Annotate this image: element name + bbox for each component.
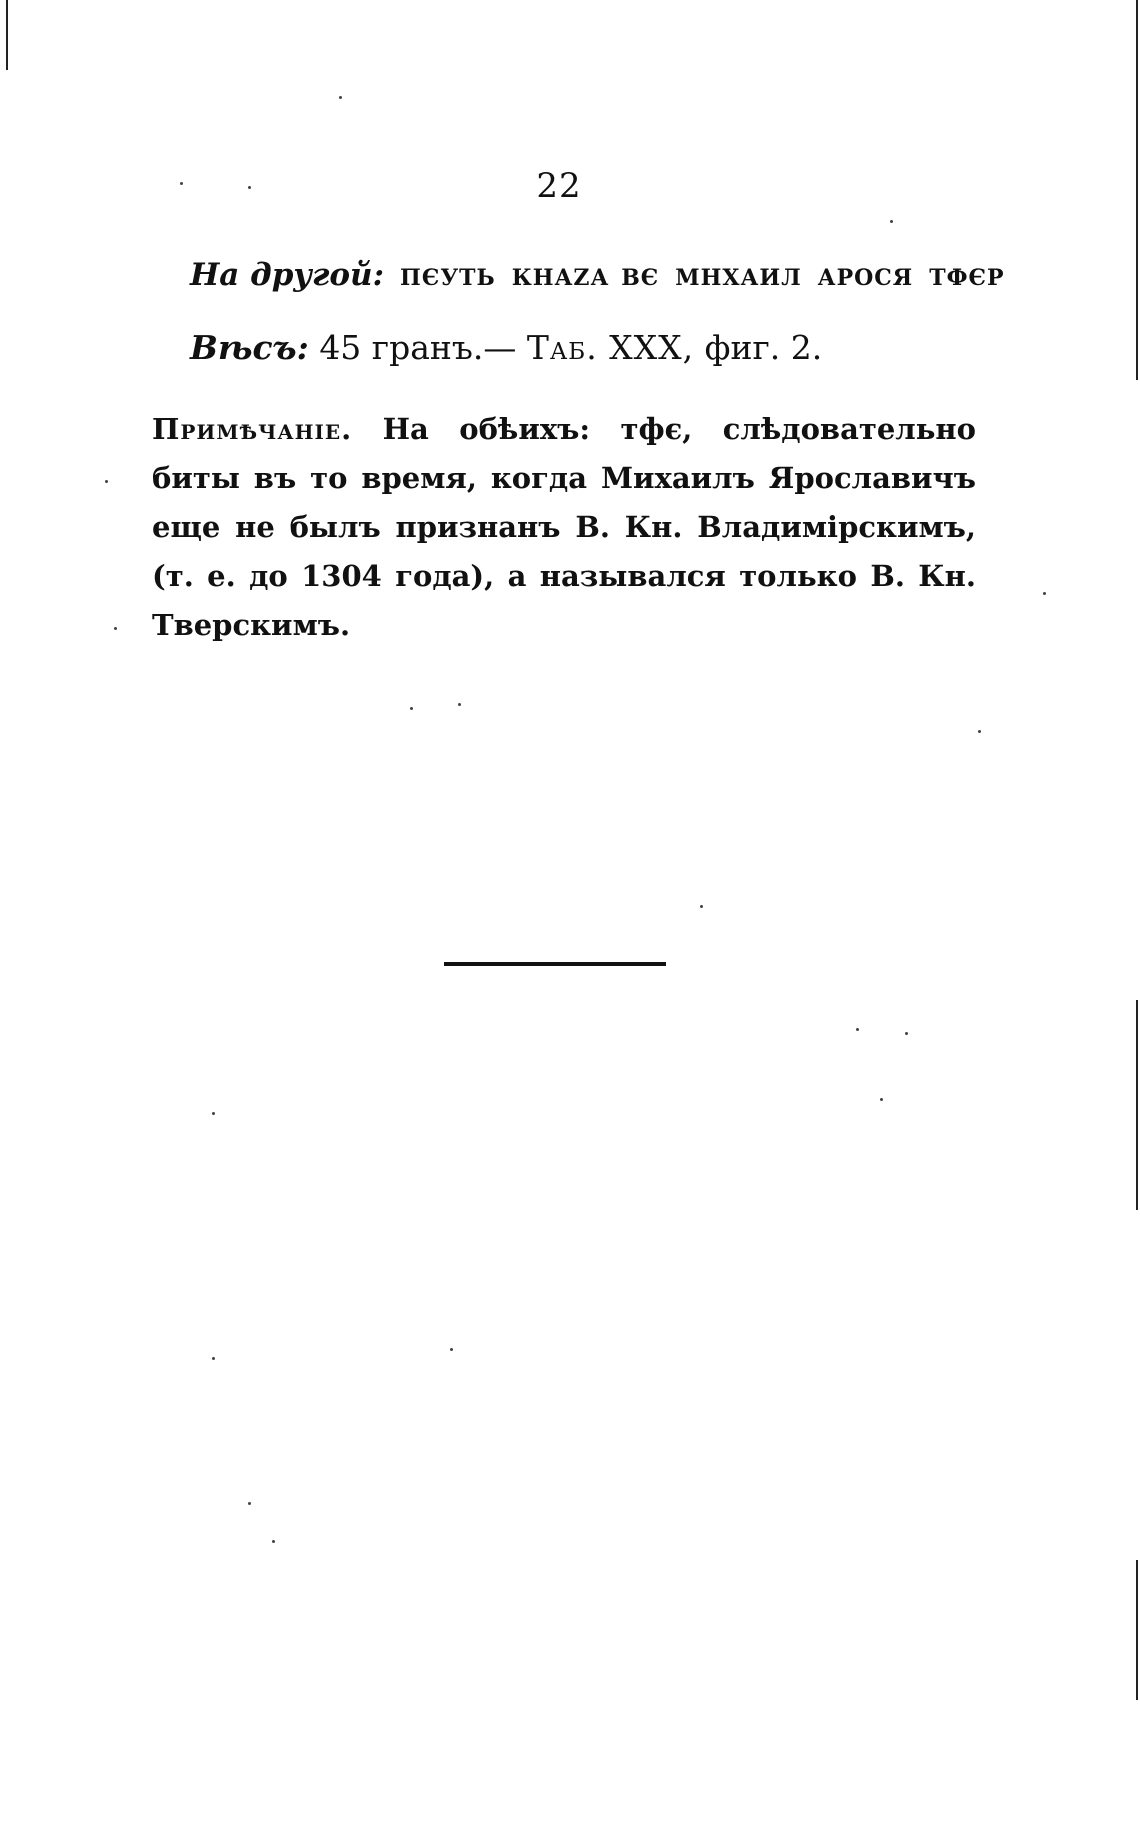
scan-speck <box>905 1032 908 1035</box>
inscription-segment: мнхаил <box>675 257 802 293</box>
scan-speck <box>114 627 117 630</box>
weight-text: 45 гранъ.— <box>319 328 517 367</box>
scan-speck <box>248 186 251 189</box>
note-row-text: На обѣихъ: тфє, слѣдовательно <box>382 412 976 446</box>
scan-speck <box>212 1357 215 1360</box>
page-edge-mark <box>1136 0 1138 380</box>
weight-lead: Вѣсъ: <box>190 328 309 367</box>
scan-speck <box>450 1348 453 1351</box>
scan-speck <box>978 730 981 733</box>
note-row: (т. е. до 1304 года), а назывался только В. Кн. <box>152 559 976 593</box>
scan-speck <box>180 182 183 185</box>
note-paragraph <box>152 405 976 650</box>
inscription-lead: На другой: <box>190 257 385 293</box>
scan-speck <box>410 707 413 710</box>
weight-line <box>190 328 980 367</box>
inscription-segment: тфєр <box>929 257 1005 293</box>
scan-speck <box>212 1112 215 1115</box>
table-reference: Таб. XXX, <box>526 328 695 367</box>
scan-speck <box>880 1098 883 1101</box>
page-number: 22 <box>536 166 582 206</box>
inscription-segment: пєуть <box>400 257 496 293</box>
scan-speck <box>248 1502 251 1505</box>
scan-speck <box>105 480 108 483</box>
scan-speck <box>272 1540 275 1543</box>
figure-reference: фиг. 2. <box>704 328 823 367</box>
note-row <box>152 405 976 454</box>
coin-inscription <box>190 256 1005 294</box>
section-divider-rule <box>444 962 666 966</box>
note-row: Тверскимъ. <box>152 608 351 642</box>
scan-speck <box>1043 592 1046 595</box>
page-edge-mark <box>1136 1560 1138 1700</box>
note-row: биты въ то время, когда Михаилъ Ярославичъ <box>152 461 976 495</box>
scan-speck <box>700 905 703 908</box>
inscription-segment: кнаzа вє <box>511 257 660 293</box>
page-edge-mark <box>6 0 8 70</box>
scan-speck <box>458 703 461 706</box>
scan-speck <box>339 96 342 99</box>
scan-speck <box>856 1028 859 1031</box>
note-heading: Примѣчаніе. <box>152 412 353 446</box>
page-edge-mark <box>1136 1000 1138 1210</box>
note-row: еще не былъ признанъ В. Кн. Владимірскимъ, <box>152 510 976 544</box>
inscription-segment: арося <box>817 257 914 293</box>
scan-speck <box>890 220 893 223</box>
